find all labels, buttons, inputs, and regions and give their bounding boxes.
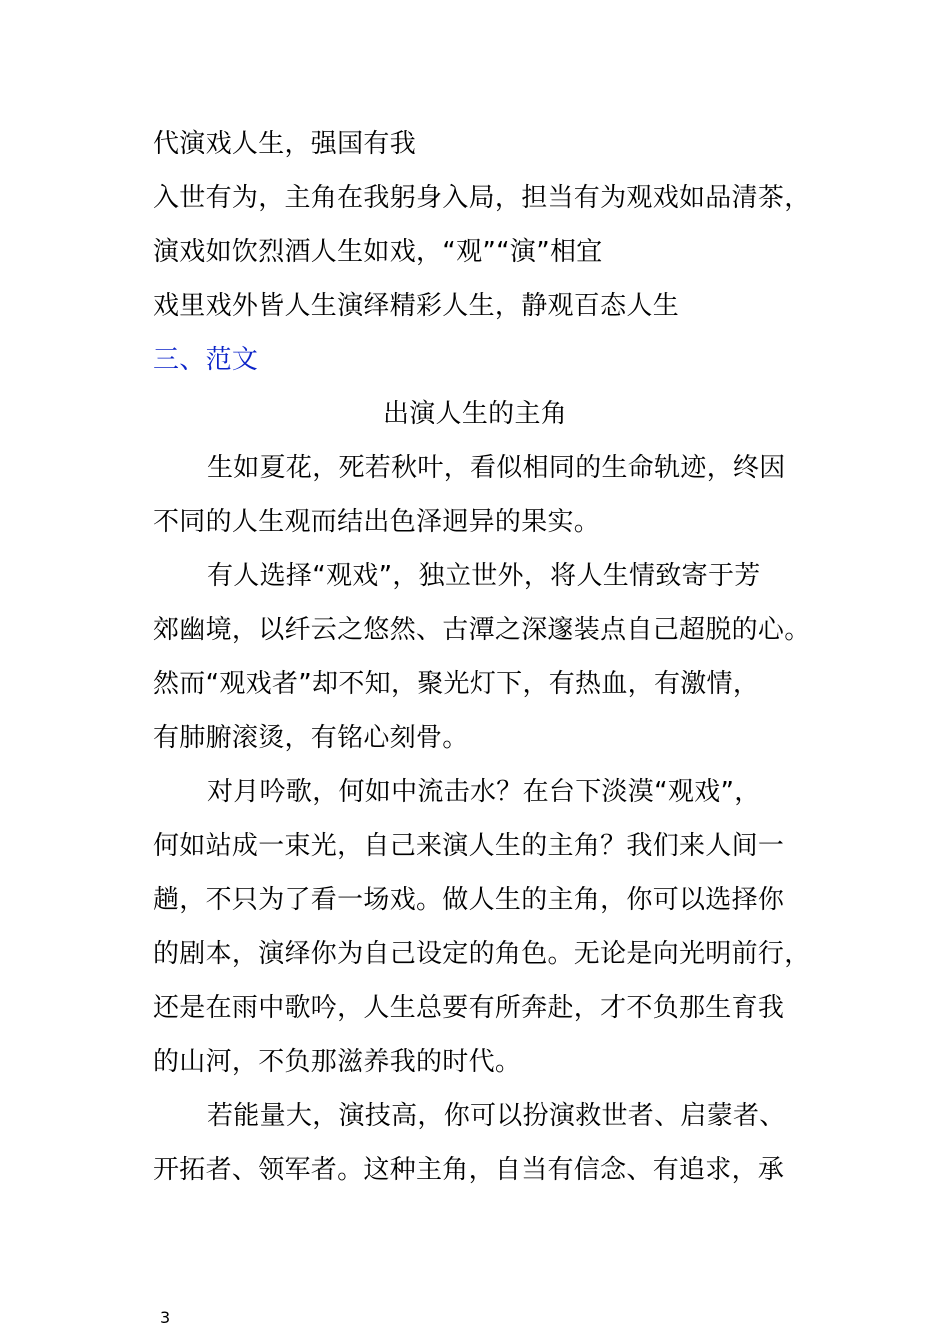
paragraph-line: 的剧本，演绎你为自己设定的角色。无论是向光明前行， [153, 939, 811, 969]
paragraph-line: 趟，不只为了看一场戏。做人生的主角，你可以选择你 [153, 885, 785, 915]
paragraph-line: 开拓者、领军者。这种主角，自当有信念、有追求，承 [153, 1155, 785, 1185]
paragraph-line: 还是在雨中歌吟，人生总要有所奔赴，才不负那生育我 [153, 993, 785, 1023]
paragraph-line: 若能量大，演技高，你可以扮演救世者、启蒙者、 [207, 1101, 786, 1131]
paragraph-line: 有人选择“观戏”，独立世外，将人生情致寄于芳 [207, 561, 761, 591]
paragraph-line: 有肺腑滚烫，有铭心刻骨。 [153, 723, 469, 753]
section-heading: 三、范文 [153, 345, 259, 375]
text-line: 入世有为，主角在我躬身入局，担当有为观戏如品清茶， [153, 183, 811, 213]
text-line: 戏里戏外皆人生演绎精彩人生，静观百态人生 [153, 291, 680, 321]
paragraph-line: 对月吟歌，何如中流击水？在台下淡漠“观戏”， [207, 777, 761, 807]
text-line: 代演戏人生，强国有我 [153, 129, 417, 159]
paragraph-line: 然而“观戏者”却不知，聚光灯下，有热血，有激情， [153, 669, 760, 699]
paragraph-line: 郊幽境，以纤云之悠然、古潭之深邃装点自己超脱的心。 [153, 615, 811, 645]
paragraph-line: 不同的人生观而结出色泽迥异的果实。 [153, 507, 601, 537]
essay-title: 出演人生的主角 [382, 399, 568, 429]
paragraph-line: 生如夏花，死若秋叶，看似相同的生命轨迹，终因 [207, 453, 786, 483]
text-line: 演戏如饮烈酒人生如戏，“观”“演”相宜 [153, 237, 603, 267]
paragraph-line: 何如站成一束光，自己来演人生的主角？我们来人间一 [153, 831, 785, 861]
paragraph-line: 的山河，不负那滋养我的时代。 [153, 1047, 522, 1077]
page-number: 3 [160, 1308, 171, 1327]
